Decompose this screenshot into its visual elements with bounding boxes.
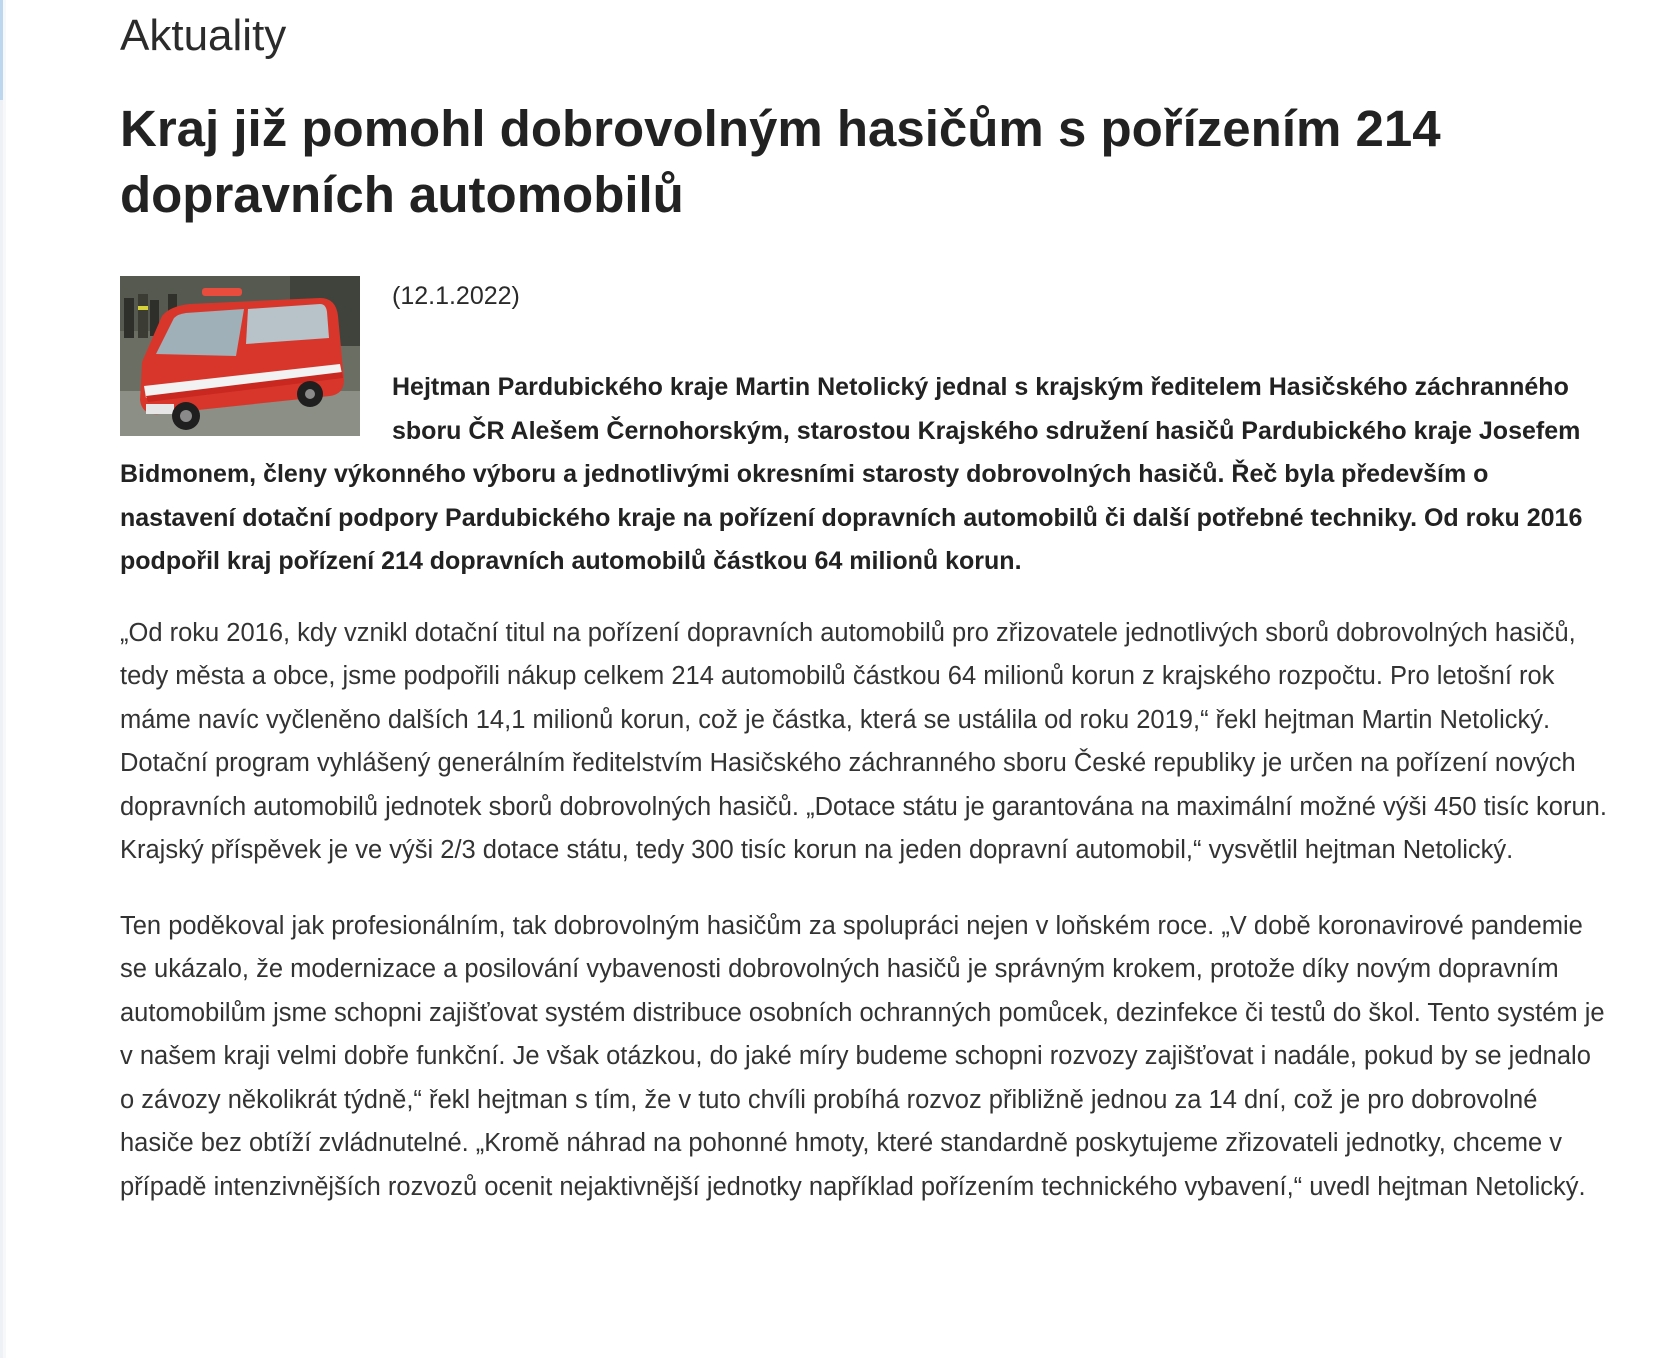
- article-body: [120, 276, 1610, 1209]
- left-sidebar-edge: [0, 0, 6, 1358]
- sidebar-accent: [0, 0, 3, 100]
- section-label: Aktuality: [120, 11, 287, 60]
- article-lead: Hejtman Pardubického kraje Martin Netolický jednal s krajským ředitelem Hasičského záchranného sboru ČR Alešem Černohorským, starostou Krajského sdružení hasičů Pardubického kraje Josefem Bidmonem, členy výkonného výboru a jednotlivými okresními starosty dobrovolných hasičů. Řeč byla především o nastavení dotační podpory Pardubického kraje na pořízení dopravních automobilů či další potřebné techniky. Od roku 2016 podpořil kraj pořízení 214 dopravních automobilů částkou 64 milionů korun.: [120, 373, 1583, 575]
- article-paragraph: Ten poděkoval jak profesionálním, tak dobrovolným hasičům za spolupráci nejen v loňském roce. „V době koronavirové pandemie se ukázalo, že modernizace a posilování vybavenosti dobrovolných hasičů je správným krokem, protože díky novým dopravním automobilům jsme schopni zajišťovat systém distribuce osobních ochranných pomůcek, dezinfekce či testů do škol. Tento systém je v našem kraji velmi dobře funkční. Je však otázkou, do jaké míry budeme schopni rozvozy zajišťovat i nadále, pokud by se jednalo o závozy několikrát týdně,“ řekl hejtman s tím, že v tuto chvíli probíhá rozvoz přibližně jednou za 14 dní, což je pro dobrovolné hasiče bez obtíží zvládnutelné. „Kromě náhrad na pohonné hmoty, které standardně poskytujeme zřizovateli jednotky, chceme v případě intenzivnějších rozvozů ocenit nejaktivnější jednotky například pořízením technického vybavení,“ uvedl hejtman Netolický.: [120, 911, 1605, 1201]
- fire-truck-photo-icon[interactable]: [120, 276, 360, 436]
- article-date: (12.1.2022): [392, 282, 520, 310]
- article-paragraph: „Od roku 2016, kdy vznikl dotační titul na pořízení dopravních automobilů pro zřizovatele jednotlivých sborů dobrovolných hasičů, tedy města a obce, jsme podpořili nákup celkem 214 automobilů částkou 64 milionů korun z krajského rozpočtu. Pro letošní rok máme navíc vyčleněno dalších 14,1 milionů korun, což je částka, která se ustálila od roku 2019,“ řekl hejtman Martin Netolický. Dotační program vyhlášený generálním ředitelstvím Hasičského záchranného sboru České republiky je určen na pořízení nových dopravních automobilů jednotek sborů dobrovolných hasičů. „Dotace státu je garantována na maximální možné výši 450 tisíc korun. Krajský příspěvek je ve výši 2/3 dotace státu, tedy 300 tisíc korun na jeden dopravní automobil,“ vysvětlil hejtman Netolický.: [120, 618, 1607, 864]
- article-title: Kraj již pomohl dobrovolným hasičům s pořízením 214 dopravních automobilů: [120, 100, 1441, 223]
